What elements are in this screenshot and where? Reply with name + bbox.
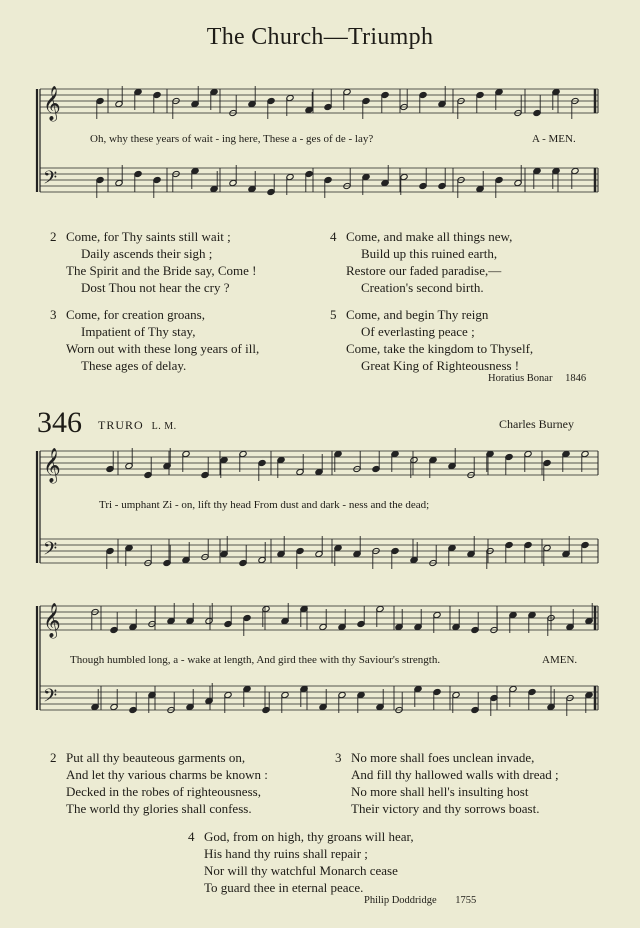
hymn346-lyric-line-2: Though humbled long, a - wake at length, And gird thee with thy Saviour's strength. xyxy=(70,654,441,666)
hymn345-lyric-line: Oh, why these years of wait - ing here, These a - ges of de - lay? xyxy=(90,133,374,145)
author-year: 1755 xyxy=(455,895,477,906)
stanza-line: His hand thy ruins shall repair ; xyxy=(204,846,368,861)
stanza-number: 2 xyxy=(50,229,57,244)
stanza-line: And fill thy hallowed walls with dread ; xyxy=(351,767,559,782)
hymn346-stanza-2 xyxy=(50,749,268,817)
tune-heading xyxy=(98,418,177,433)
author-name: Philip Doddridge xyxy=(364,895,437,906)
h345-bass-clef-icon: 𝄢 xyxy=(43,168,58,193)
stanza-line: Creation's second birth. xyxy=(361,280,484,295)
stanza-line: Worn out with these long years of ill, xyxy=(66,341,260,356)
stanza-number: 3 xyxy=(335,750,342,765)
hymn345-stanza-3 xyxy=(50,306,260,374)
stanza-line: Come, and begin Thy reign xyxy=(346,307,489,322)
stanza-line: Dost Thou not hear the cry ? xyxy=(81,280,230,295)
stanza-line: Come, and make all things new, xyxy=(346,229,513,244)
stanza-line: And let thy various charms be known : xyxy=(66,767,268,782)
h345-treble-clef-icon: 𝄞 xyxy=(43,86,61,121)
stanza-number: 4 xyxy=(330,229,337,244)
stanza-line: Daily ascends their sigh ; xyxy=(81,246,213,261)
stanza-number: 2 xyxy=(50,750,57,765)
h346b-bass-clef-icon: 𝄢 xyxy=(43,686,58,711)
hymn345-attribution xyxy=(488,373,586,384)
composer: Charles Burney xyxy=(499,417,574,431)
hymn345-stanza-5 xyxy=(330,306,534,374)
stanza-line: Come, take the kingdom to Thyself, xyxy=(346,341,534,356)
stanza-line: Their victory and thy sorrows boast. xyxy=(351,801,540,816)
stanza-line: Decked in the robes of righteousness, xyxy=(66,784,261,799)
hymn-number: 346 xyxy=(37,406,82,439)
stanza-line: Restore our faded paradise,— xyxy=(346,263,502,278)
stanza-line: Come, for Thy saints still wait ; xyxy=(66,229,231,244)
stanza-number: 3 xyxy=(50,307,57,322)
stanza-line: The Spirit and the Bride say, Come ! xyxy=(66,263,257,278)
hymn346-attribution xyxy=(364,895,476,906)
stanza-line: No more shall foes unclean invade, xyxy=(351,750,535,765)
stanza-line: To guard thee in eternal peace. xyxy=(204,880,364,895)
h346a-bass-clef-icon: 𝄢 xyxy=(43,539,58,564)
hymn346-amen: AMEN. xyxy=(542,654,578,666)
stanza-line: These ages of delay. xyxy=(81,358,187,373)
stanza-line: Build up this ruined earth, xyxy=(361,246,498,261)
hymn346-stanza-3 xyxy=(335,749,559,817)
hymn345-stanza-2 xyxy=(50,228,257,296)
hymn345-stanza-4 xyxy=(330,228,513,296)
tune-meter: L. M. xyxy=(151,421,177,432)
stanza-number: 4 xyxy=(188,829,195,844)
stanza-line: Put all thy beauteous garments on, xyxy=(66,750,246,765)
stanza-line: Impatient of Thy stay, xyxy=(81,324,196,339)
stanza-number: 5 xyxy=(330,307,337,322)
stanza-line: Nor will thy watchful Monarch cease xyxy=(204,863,398,878)
h346a-treble-clef-icon: 𝄞 xyxy=(43,448,61,483)
hymn346-stanza-4 xyxy=(188,828,414,896)
page-title: The Church—Triumph xyxy=(206,24,434,50)
author-year: 1846 xyxy=(565,373,587,384)
stanza-line: God, from on high, thy groans will hear, xyxy=(204,829,414,844)
stanza-line: Come, for creation groans, xyxy=(66,307,205,322)
stanza-line: Of everlasting peace ; xyxy=(361,324,475,339)
author-name: Horatius Bonar xyxy=(488,373,553,384)
hymn346-lyric-line-1: Tri - umphant Zi - on, lift thy head From dust and dark - ness and the dead; xyxy=(99,499,430,511)
tune-name: TRURO xyxy=(98,418,144,432)
stanza-line: No more shall hell's insulting host xyxy=(351,784,529,799)
h346b-treble-clef-icon: 𝄞 xyxy=(43,603,61,638)
stanza-line: Great King of Righteousness ! xyxy=(361,358,520,373)
stanza-line: The world thy glories shall confess. xyxy=(66,801,252,816)
hymn345-amen: A - MEN. xyxy=(532,133,576,145)
